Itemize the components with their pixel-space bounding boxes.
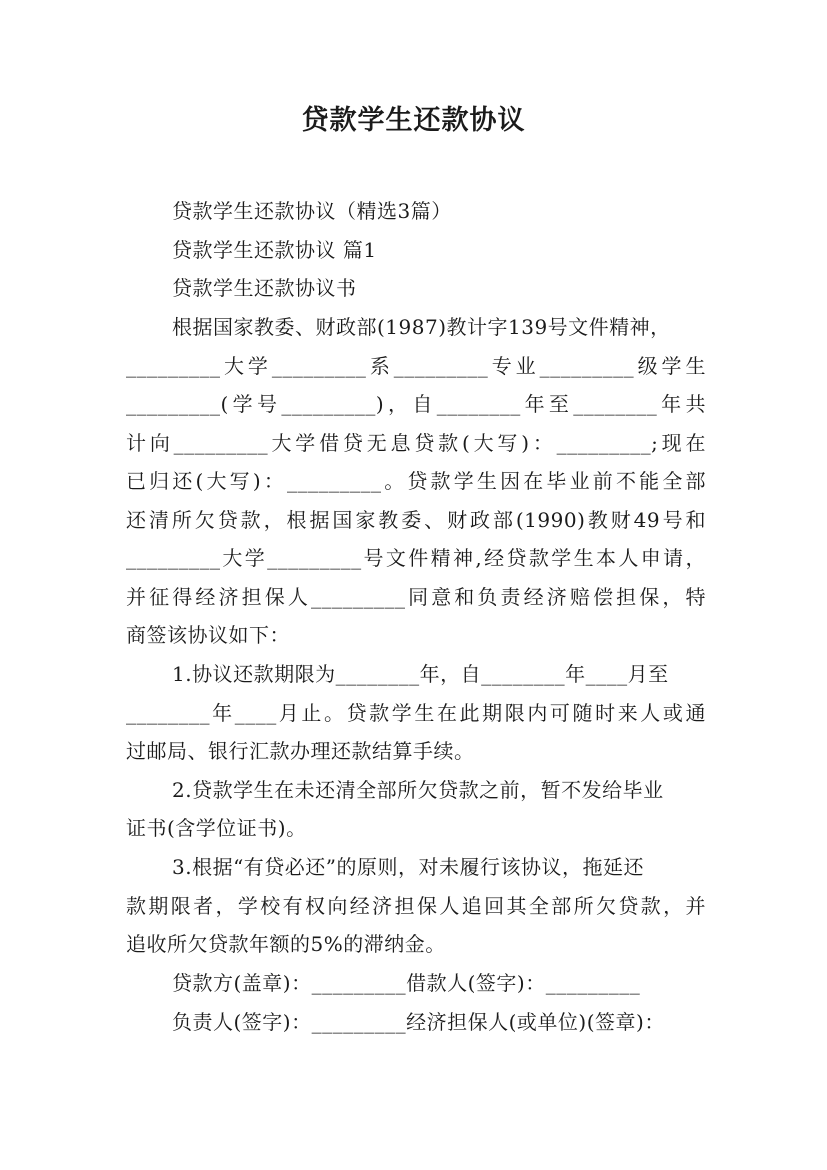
paragraph-line: 计向_________大学借贷无息贷款(大写)：_________;现在: [126, 431, 706, 455]
paragraph-line: 并征得经济担保人_________同意和负责经济赔偿担保，特: [126, 585, 706, 609]
paragraph-line: _________(学号_________)，自________年至________年共: [126, 392, 706, 416]
clause-1-line: 1.协议还款期限为________年，自________年____月至: [172, 662, 669, 686]
paragraph-line: 根据国家教委、财政部(1987)教计字139号文件精神，: [172, 315, 671, 339]
signature-line-lender: 贷款方(盖章)：_________借款人(签字)：_________: [172, 971, 641, 995]
subtitle-part: 贷款学生还款协议 篇1: [172, 238, 377, 262]
signature-line-guarantor: 负责人(签字)：_________经济担保人(或单位)(签章)：: [172, 1010, 665, 1034]
clause-3-line: 追收所欠贷款年额的5%的滞纳金。: [126, 932, 446, 956]
clause-2-line: 2.贷款学生在未还清全部所欠贷款之前，暂不发给毕业: [172, 778, 664, 802]
agreement-heading: 贷款学生还款协议书: [172, 276, 357, 300]
paragraph-line: _________大学_________系_________专业_________级学生: [126, 354, 706, 378]
clause-3-line: 3.根据“有贷必还”的原则，对未履行该协议，拖延还: [172, 855, 645, 879]
clause-2-line: 证书(含学位证书)。: [126, 816, 307, 840]
paragraph-line: _________大学_________号文件精神,经贷款学生本人申请，: [126, 546, 706, 570]
subtitle-collection: 贷款学生还款协议（精选3篇）: [172, 199, 452, 223]
document-title: 贷款学生还款协议: [301, 105, 526, 136]
clause-3-line: 款期限者，学校有权向经济担保人追回其全部所欠贷款，并: [126, 894, 706, 918]
clause-1-line: ________年____月止。贷款学生在此期限内可随时来人或通: [126, 701, 706, 725]
paragraph-line: 已归还(大写)：_________。贷款学生因在毕业前不能全部: [126, 469, 706, 493]
paragraph-line: 还清所欠贷款，根据国家教委、财政部(1990)教财49号和: [126, 508, 706, 532]
clause-1-line: 过邮局、银行汇款办理还款结算手续。: [126, 739, 475, 763]
paragraph-line: 商签该协议如下：: [126, 623, 290, 647]
